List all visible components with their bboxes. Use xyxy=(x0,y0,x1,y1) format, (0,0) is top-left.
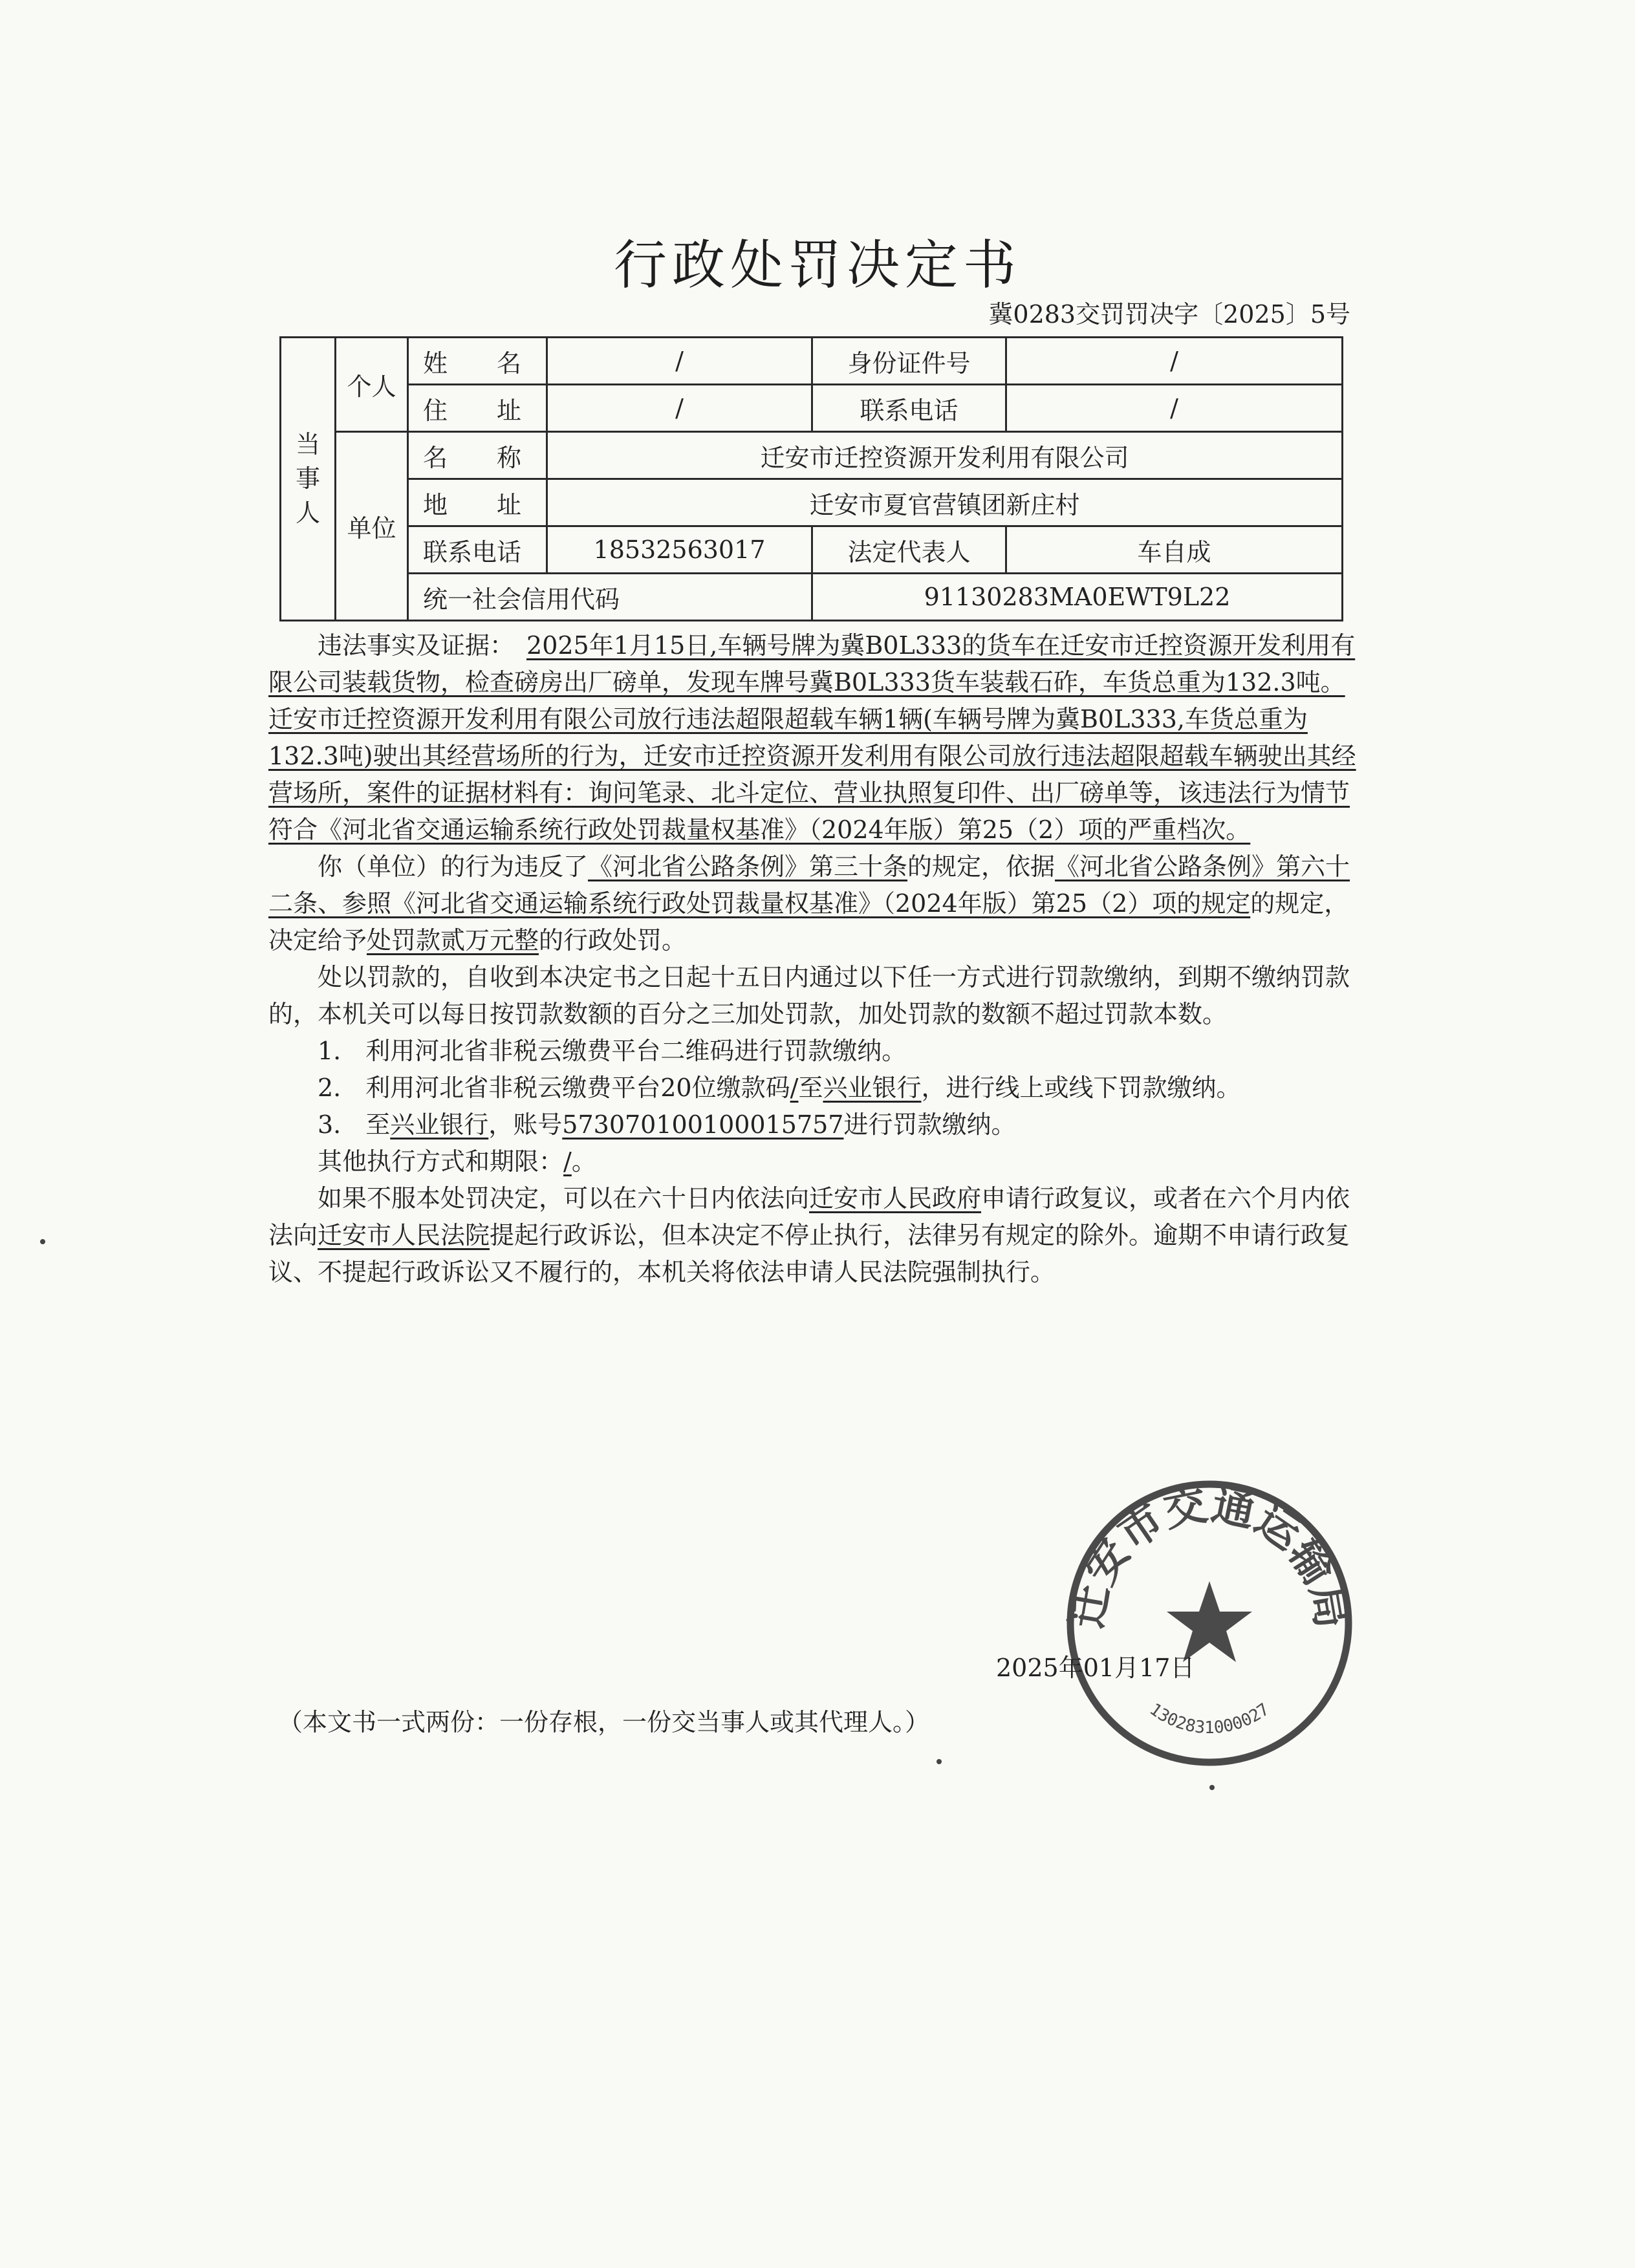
individual-phone-value: / xyxy=(1006,385,1343,432)
unit-credit-label: 统一社会信用代码 xyxy=(408,574,812,621)
payment-item-2-suffix: ，进行线上或线下罚款缴纳。 xyxy=(921,1074,1241,1102)
unit-address-value: 迁安市夏官营镇团新庄村 xyxy=(547,479,1343,526)
payment-item-3-suffix: 进行罚款缴纳。 xyxy=(843,1110,1016,1139)
payment-item-3-prefix: 3. 至 xyxy=(318,1110,391,1139)
penalty-decision: 处罚款贰万元整 xyxy=(367,926,539,955)
payment-intro: 处以罚款的，自收到本决定书之日起十五日内通过以下任一方式进行罚款缴纳，到期不缴纳罚款的，本机关可以每日按罚款数额的百分之三加处罚款，加处罚款的数额不超过罚款本数。 xyxy=(268,963,1350,1028)
unit-rep-label: 法定代表人 xyxy=(812,526,1006,574)
violation-prefix: 你（单位）的行为违反了 xyxy=(318,852,589,881)
penalty-basis: 《河北省公路条例》第六十二条、参照《河北省交通运输系统行政处罚裁量权基准》（2024年版）第25（2）项的规定 xyxy=(268,852,1350,918)
payment-bank-3: 兴业银行 xyxy=(390,1110,489,1139)
unit-name-label: 名 称 xyxy=(408,432,547,479)
appeal-p3: 提起行政诉讼，但本决定不停止执行，法律另有规定的除外。逾期不申请行政复议、不提起行政诉讼又不履行的，本机关将依法申请人民法院强制执行。 xyxy=(268,1221,1350,1286)
appeal-p1: 如果不服本处罚决定，可以在六十日内依法向 xyxy=(318,1184,810,1213)
violation-mid1: 的规定，依据 xyxy=(907,852,1056,881)
payment-account: 573070100100015757 xyxy=(562,1110,844,1139)
individual-id-value: / xyxy=(1006,338,1343,385)
document-number: 冀0283交罚罚决字〔2025〕5号 xyxy=(988,300,1350,329)
unit-rep-value: 车自成 xyxy=(1006,526,1343,574)
other-execution xyxy=(268,1143,1361,1180)
unit-phone-value: 18532563017 xyxy=(547,526,812,574)
appeal-paragraph xyxy=(268,1180,1361,1291)
facts-paragraph xyxy=(268,627,1361,848)
payment-item-1: 1. 利用河北省非税云缴费平台二维码进行罚款缴纳。 xyxy=(318,1037,907,1065)
other-execution-prefix: 其他执行方式和期限： xyxy=(318,1147,564,1176)
individual-id-label: 身份证件号 xyxy=(812,338,1006,385)
violation-mid2: 的规定，决定给予 xyxy=(268,889,1349,955)
appeal-p2: 申请行政复议，或者在六个月内依法向 xyxy=(268,1184,1350,1249)
payment-item-2 xyxy=(268,1070,1361,1107)
payment-code: / xyxy=(790,1074,799,1102)
individual-address-label: 住 址 xyxy=(408,385,547,432)
seal-number: 1302831000027 xyxy=(1145,1700,1273,1738)
document-body xyxy=(268,627,1361,1291)
official-seal xyxy=(1061,1474,1358,1772)
individual-phone-label: 联系电话 xyxy=(812,385,1006,432)
copies-note: （本文书一式两份：一份存根，一份交当事人或其代理人。） xyxy=(278,1708,930,1736)
payment-item-3 xyxy=(268,1107,1361,1143)
unit-credit-value: 91130283MA0EWT9L22 xyxy=(812,574,1343,621)
decision-date: 2025年01月17日 xyxy=(996,1654,1195,1682)
payment-item-2-mid: 至 xyxy=(798,1074,823,1102)
unit-address-label: 地 址 xyxy=(408,479,547,526)
scan-speck xyxy=(40,1239,45,1244)
facts-text: 2025年1月15日,车辆号牌为冀B0L333的货车在迁安市迁控资源开发利用有限公司装载货物，检查磅房出厂磅单，发现车牌号冀B0L333货车装载石砟，车货总重为132.3吨。迁安市迁控资源开发利用有限公司放行违法超限超载车辆1辆(车辆号牌为冀B0L333,车货总重为132.3吨)驶出其经营场所的行为，迁安市迁控资源开发利用有限公司放行违法超限超载车辆驶出其经营场所，案件的证据材料有：询问笔录、北斗定位、营业执照复印件、出厂磅单等，该违法行为情节符合《河北省交通运输系统行政处罚裁量权基准》（2024年版）第25（2）项的严重档次。 xyxy=(268,631,1356,844)
individual-label: 个人 xyxy=(336,338,408,432)
other-execution-suffix: 。 xyxy=(571,1147,596,1176)
unit-name-value: 迁安市迁控资源开发利用有限公司 xyxy=(547,432,1343,479)
scan-speck xyxy=(937,1759,942,1764)
unit-phone-label: 联系电话 xyxy=(408,526,547,574)
appeal-government: 迁安市人民政府 xyxy=(809,1184,982,1213)
violation-suffix: 的行政处罚。 xyxy=(539,926,687,955)
unit-label: 单位 xyxy=(336,432,408,621)
violation-paragraph xyxy=(268,848,1361,959)
party-group-label: 当事人 xyxy=(281,338,336,621)
payment-bank-2: 兴业银行 xyxy=(823,1074,922,1102)
other-execution-value: / xyxy=(563,1147,572,1176)
seal-name: 迁安市交通运输局 xyxy=(1061,1479,1358,1632)
appeal-court: 迁安市人民法院 xyxy=(318,1221,490,1249)
individual-name-value: / xyxy=(547,338,812,385)
facts-label: 违法事实及证据： xyxy=(318,631,503,660)
violated-law: 《河北省公路条例》第三十条 xyxy=(588,852,908,881)
scan-speck xyxy=(1209,1785,1215,1790)
document-title: 行政处罚决定书 xyxy=(613,235,1021,296)
payment-item-3-mid: ，账号 xyxy=(488,1110,563,1139)
individual-address-value: / xyxy=(547,385,812,432)
individual-name-label: 姓 名 xyxy=(408,338,547,385)
payment-item-2-prefix: 2. 利用河北省非税云缴费平台20位缴款码 xyxy=(318,1074,790,1102)
party-table xyxy=(279,336,1343,621)
